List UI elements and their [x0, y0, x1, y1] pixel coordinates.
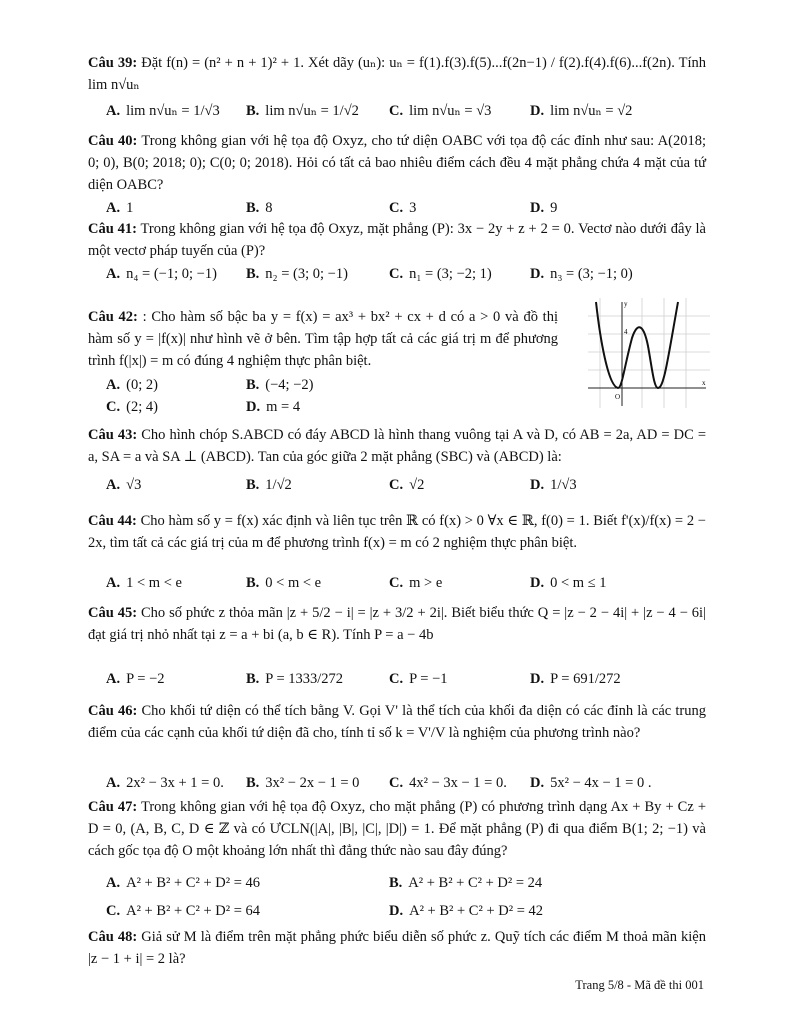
- question-47: [88, 796, 706, 862]
- origin-label: O: [615, 393, 621, 401]
- option-a[interactable]: A. 1 < m < e: [106, 575, 182, 591]
- question-text: Trong không gian với hệ tọa độ Oxyz, cho tứ diện OABC với tọa độ các đỉnh như sau: A(2018; 0; 0), B(0; 2018; 0); C(0; 0; 2018). Hỏi có tất cả bao nhiêu điểm cách đều 4 mặt phẳng chứa 4 mặt của tứ diện OABC?: [88, 133, 706, 193]
- option-c[interactable]: C. 4x² − 3x − 1 = 0.: [389, 775, 507, 791]
- abs-cubic-graph: [588, 298, 710, 408]
- option-c[interactable]: C. (2; 4): [106, 399, 158, 415]
- option-d[interactable]: D. m = 4: [246, 399, 301, 415]
- question-label: Câu 40:: [88, 133, 138, 149]
- option-c[interactable]: C. A² + B² + C² + D² = 64: [106, 903, 260, 919]
- options-47-row1: [106, 870, 706, 896]
- x-axis-label: x: [702, 379, 706, 387]
- option-c[interactable]: C. n₁ = (3; −2; 1): [389, 266, 492, 282]
- option-d[interactable]: D. A² + B² + C² + D² = 42: [389, 903, 543, 919]
- question-text: Giả sử M là điểm trên mặt phẳng phức biểu diễn số phức z. Quỹ tích các điểm M thoả mãn kiện |z − 1 + i| = 2 là?: [88, 929, 706, 967]
- option-b[interactable]: B. 8: [246, 200, 273, 216]
- question-41: [88, 218, 706, 262]
- question-label: Câu 44:: [88, 513, 137, 529]
- option-a[interactable]: A. 1: [106, 200, 134, 216]
- option-d[interactable]: D. 0 < m ≤ 1: [530, 575, 607, 591]
- option-c[interactable]: C. 3: [389, 200, 417, 216]
- options-41: [106, 261, 706, 287]
- question-text: Cho hình chóp S.ABCD có đáy ABCD là hình thang vuông tại A và D, có AB = 2a, AD = DC = a, SA = a và SA ⊥ (ABCD). Tan của góc giữa 2 mặt phẳng (SBC) và (ABCD) là:: [88, 427, 706, 465]
- question-label: Câu 43:: [88, 427, 138, 443]
- option-d[interactable]: D. n₃ = (3; −1; 0): [530, 266, 633, 282]
- option-d[interactable]: D. 5x² − 4x − 1 = 0 .: [530, 775, 652, 791]
- question-label: Câu 48:: [88, 929, 138, 945]
- question-46: [88, 700, 706, 744]
- question-43: [88, 424, 706, 468]
- option-b[interactable]: B. 0 < m < e: [246, 575, 322, 591]
- options-46: [106, 770, 706, 796]
- option-c[interactable]: C. m > e: [389, 575, 443, 591]
- option-a[interactable]: A. P = −2: [106, 671, 165, 687]
- question-45: [88, 602, 706, 646]
- option-b[interactable]: B. 1/√2: [246, 477, 292, 493]
- question-label: Câu 42:: [88, 309, 138, 325]
- question-text: Trong không gian với hệ tọa độ Oxyz, cho mặt phẳng (P) có phương trình dạng Ax + By + Cz + D = 0, (A, B, C, D ∈ ℤ và có ƯCLN(|A|, |B|, |C|, |D|) = 1. Để mặt phẳng (P) đi qua điểm B(1; 2; −1) và cách gốc tọa độ O một khoảng lớn nhất thì đẳng thức nào sau đây đúng?: [88, 799, 707, 859]
- question-40: [88, 130, 706, 196]
- options-39: [106, 98, 706, 124]
- option-b[interactable]: B. P = 1333/272: [246, 671, 344, 687]
- option-b[interactable]: B. 3x² − 2x − 1 = 0: [246, 775, 360, 791]
- question-label: Câu 41:: [88, 221, 137, 237]
- option-a[interactable]: A. n₄ = (−1; 0; −1): [106, 266, 217, 282]
- question-39: [88, 52, 706, 96]
- y-axis-label: y: [624, 300, 628, 308]
- option-a[interactable]: A. (0; 2): [106, 377, 158, 393]
- question-label: Câu 46:: [88, 703, 138, 719]
- option-a[interactable]: A. A² + B² + C² + D² = 46: [106, 875, 260, 891]
- option-d[interactable]: D. lim n√uₙ = √2: [530, 103, 633, 119]
- question-48: [88, 926, 706, 970]
- options-47-row2: [106, 898, 706, 924]
- option-a[interactable]: A. 2x² − 3x + 1 = 0.: [106, 775, 224, 791]
- question-44: [88, 510, 706, 554]
- option-d[interactable]: D. 1/√3: [530, 477, 577, 493]
- option-c[interactable]: C. P = −1: [389, 671, 448, 687]
- option-b[interactable]: B. (−4; −2): [246, 377, 314, 393]
- option-d[interactable]: D. 9: [530, 200, 558, 216]
- y-tick-4: 4: [624, 328, 628, 336]
- question-text: Cho hàm số y = f(x) xác định và liên tục trên ℝ có f(x) > 0 ∀x ∈ ℝ, f(0) = 1. Biết f'(x)/f(x) = 2 − 2x, tìm tất cả các giá trị của m để phương trình f(x) = m có 2 nghiệm thực phân biệt.: [88, 513, 706, 551]
- option-d[interactable]: D. P = 691/272: [530, 671, 621, 687]
- question-text: Cho số phức z thỏa mãn |z + 5/2 − i| = |z + 3/2 + 2i|. Biết biểu thức Q = |z − 2 − 4i| + |z − 4 − 6i| đạt giá trị nhỏ nhất tại z = a + bi (a, b ∈ R). Tính P = a − 4b: [88, 605, 706, 643]
- option-b[interactable]: B. n₂ = (3; 0; −1): [246, 266, 348, 282]
- question-text: Cho khối tứ diện có thể tích bằng V. Gọi V' là thể tích của khối đa diện có các đỉnh là các trung điểm của các cạnh của khối tứ diện đã cho, tính tỉ số k = V'/V là nghiệm của phương trình nào?: [88, 703, 707, 741]
- option-a[interactable]: A. √3: [106, 477, 142, 493]
- option-c[interactable]: C. lim n√uₙ = √3: [389, 103, 492, 119]
- option-b[interactable]: B. A² + B² + C² + D² = 24: [389, 875, 543, 891]
- question-42: [88, 306, 558, 372]
- question-label: Câu 39:: [88, 55, 138, 71]
- page-footer: Trang 5/8 - Mã đề thi 001: [575, 978, 704, 992]
- question-text: Đặt f(n) = (n² + n + 1)² + 1. Xét dãy (uₙ): uₙ = f(1).f(3).f(5)...f(2n−1) / f(2).f(4).f(6)...f(2n). Tính lim n√uₙ: [88, 55, 707, 93]
- option-c[interactable]: C. √2: [389, 477, 425, 493]
- question-text: Trong không gian với hệ tọa độ Oxyz, mặt phẳng (P): 3x − 2y + z + 2 = 0. Vectơ nào dưới đây là một vectơ pháp tuyến của (P)?: [88, 221, 706, 259]
- options-44: [106, 570, 706, 596]
- question-label: Câu 45:: [88, 605, 138, 621]
- options-43: [106, 472, 706, 498]
- option-b[interactable]: B. lim n√uₙ = 1/√2: [246, 103, 359, 119]
- question-text: : Cho hàm số bậc ba y = f(x) = ax³ + bx² + cx + d có a > 0 và đồ thị hàm số y = |f(x)| như hình vẽ ở bên. Tìm tập hợp tất cả các giá trị m để phương trình f(|x|) = m có đúng 4 nghiệm thực phân biệt.: [88, 309, 558, 369]
- options-45: [106, 666, 706, 692]
- question-label: Câu 47:: [88, 799, 138, 815]
- abs-fx-curve: [596, 302, 678, 388]
- option-a[interactable]: A. lim n√uₙ = 1/√3: [106, 103, 220, 119]
